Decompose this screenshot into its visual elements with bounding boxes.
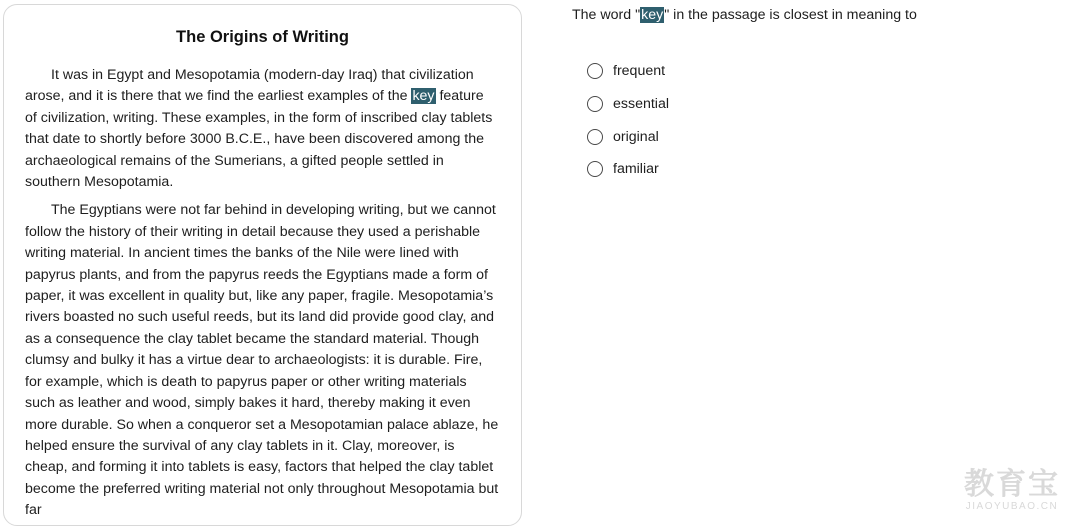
question-text bbox=[572, 6, 1052, 24]
passage-panel[interactable] bbox=[3, 4, 522, 526]
watermark-main-text: 教育宝 bbox=[964, 467, 1060, 502]
answer-option-label: essential bbox=[613, 96, 669, 113]
watermark-logo bbox=[964, 469, 1060, 513]
paragraph-1-text-before: It was in Egypt and Mesopotamia (modern-day Iraq) that civilization arose, and it is there that we find the earliest examples of the bbox=[25, 67, 474, 105]
answer-options bbox=[587, 55, 1052, 186]
highlighted-word: key bbox=[412, 88, 435, 105]
radio-button-icon[interactable] bbox=[587, 96, 603, 112]
question-highlighted-word: key bbox=[641, 7, 664, 23]
answer-option-frequent[interactable] bbox=[587, 55, 1052, 88]
answer-option-label: original bbox=[613, 128, 659, 145]
question-text-before: The word " bbox=[572, 7, 641, 23]
answer-option-label: familiar bbox=[613, 161, 659, 178]
answer-option-label: frequent bbox=[613, 63, 666, 80]
question-text-after: " in the passage is closest in meaning to bbox=[664, 7, 917, 23]
radio-button-icon[interactable] bbox=[587, 63, 603, 79]
passage-body bbox=[4, 65, 521, 522]
paragraph-1-text-after: feature of civilization, writing. These examples, in the form of inscribed clay tablets that date to shortly before 3000 B.C.E., have been discovered among the archaeological remains of the Sumerians, a gifted people settled in southern Mesopotamia. bbox=[25, 88, 493, 191]
watermark-sub-text: JIAOYUBAO.CN bbox=[965, 501, 1059, 512]
answer-option-familiar[interactable] bbox=[587, 153, 1052, 186]
passage-paragraph-2: The Egyptians were not far behind in developing writing, but we cannot follow the history of their writing in detail because they used a perishable writing material. In ancient times the banks of the Nile were lined with papyrus plants, and from the papyrus reeds the Egyptians made a form of paper, it was excellent in quality but, like any paper, fragile. Mesopotamia’s rivers boasted no such useful reeds, but its land did provide good clay, and as a consequence the clay tablet became the standard material. Though clumsy and bulky it has a virtue dear to archaeologists: it is durable. Fire, for example, which is death to papyrus paper or other writing materials such as leather and wood, simply bakes it hard, thereby making it even more durable. So when a conqueror set a Mesopotamian palace ablaze, he helped ensure the survival of any clay tablets in it. Clay, moreover, is cheap, and forming it into tablets is easy, factors that helped the clay tablet become the preferred writing material not only throughout Mesopotamia but far bbox=[25, 202, 499, 519]
passage-paragraph-1 bbox=[25, 65, 499, 193]
question-panel bbox=[572, 6, 1052, 186]
answer-option-essential[interactable] bbox=[587, 88, 1052, 121]
radio-button-icon[interactable] bbox=[587, 129, 603, 145]
answer-option-original[interactable] bbox=[587, 120, 1052, 153]
radio-button-icon[interactable] bbox=[587, 161, 603, 177]
passage-title: The Origins of Writing bbox=[176, 28, 349, 46]
